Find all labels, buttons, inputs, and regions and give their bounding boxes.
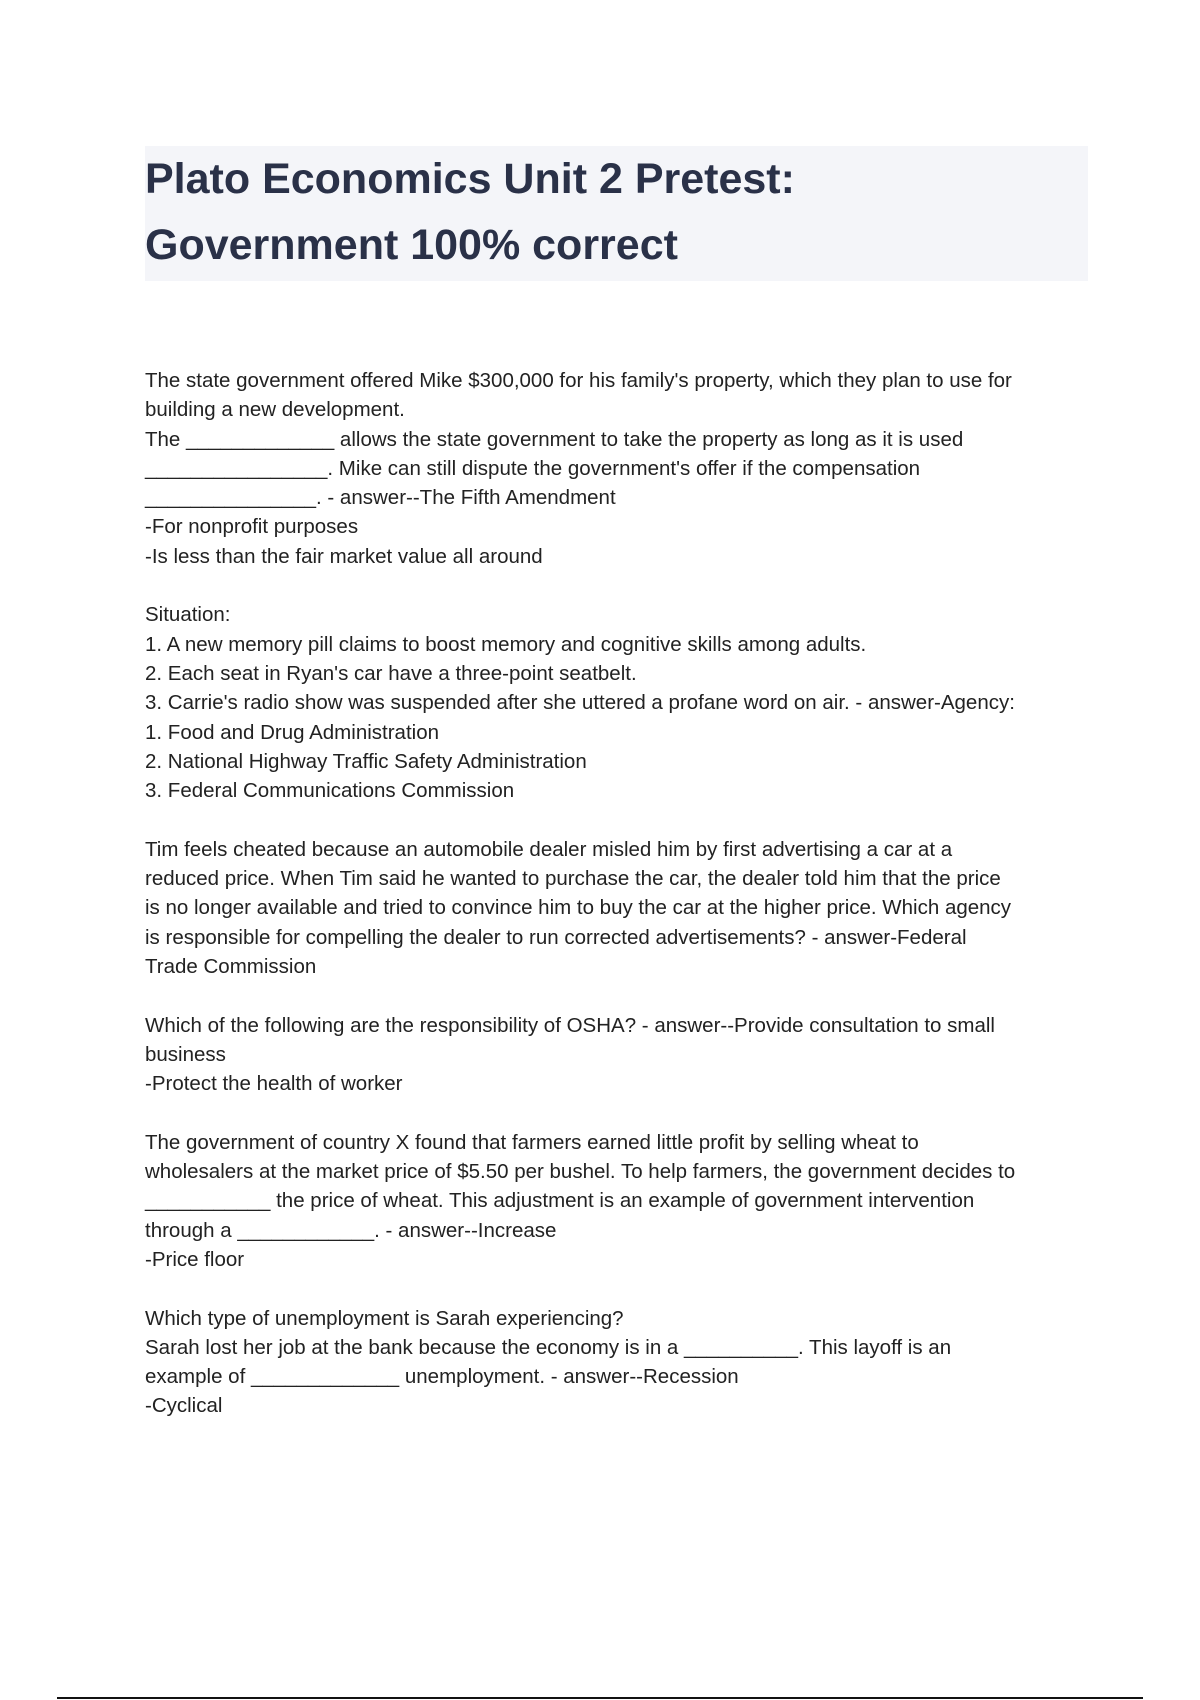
footer-divider <box>57 1697 1143 1699</box>
text-line: through a ____________. - answer--Increase <box>145 1218 557 1242</box>
text-line: Situation: <box>145 603 231 627</box>
document-title <box>145 146 1088 278</box>
text-line: _______________. - answer--The Fifth Amendment <box>145 486 616 510</box>
title-box <box>145 146 1088 281</box>
text-line: -Is less than the fair market value all around <box>145 544 543 568</box>
text-line: The _____________ allows the state government to take the property as long as it is used <box>145 427 964 451</box>
text-line: business <box>145 1042 226 1066</box>
text-line: The government of country X found that farmers earned little profit by selling wheat to <box>145 1130 919 1154</box>
question-ftc <box>145 835 1095 981</box>
text-line: Sarah lost her job at the bank because the economy is in a __________. This layoff is an <box>145 1335 952 1359</box>
question-agencies <box>145 600 1095 805</box>
text-line: 2. Each seat in Ryan's car have a three-point seatbelt. <box>145 661 637 685</box>
title-line: Plato Economics Unit 2 Pretest: <box>145 155 795 203</box>
text-line: 3. Federal Communications Commission <box>145 779 515 803</box>
text-line: Which type of unemployment is Sarah experiencing? <box>145 1306 624 1330</box>
text-line: 1. A new memory pill claims to boost memory and cognitive skills among adults. <box>145 632 867 656</box>
document-body <box>145 366 1095 1450</box>
question-eminent-domain <box>145 366 1095 571</box>
text-line: reduced price. When Tim said he wanted to purchase the car, the dealer told him that the price <box>145 867 1001 891</box>
title-line: Government 100% correct <box>145 221 678 269</box>
text-line: 2. National Highway Traffic Safety Administration <box>145 749 587 773</box>
text-line: Which of the following are the responsibility of OSHA? - answer--Provide consultation to small <box>145 1013 995 1037</box>
text-line: ___________ the price of wheat. This adjustment is an example of government intervention <box>145 1189 975 1213</box>
text-line: is no longer available and tried to convince him to buy the car at the higher price. Which agency <box>145 896 1012 920</box>
text-line: example of _____________ unemployment. - answer--Recession <box>145 1365 739 1389</box>
question-osha <box>145 1011 1095 1099</box>
text-line: -Protect the health of worker <box>145 1072 403 1096</box>
text-line: 3. Carrie's radio show was suspended after she uttered a profane word on air. - answer-Agency: <box>145 691 1015 715</box>
text-line: Trade Commission <box>145 954 317 978</box>
text-line: -Price floor <box>145 1247 245 1271</box>
text-line: ________________. Mike can still dispute the government's offer if the compensation <box>145 456 921 480</box>
text-line: -Cyclical <box>145 1394 223 1418</box>
text-line: building a new development. <box>145 398 405 422</box>
question-price-floor <box>145 1128 1095 1274</box>
text-line: -For nonprofit purposes <box>145 515 359 539</box>
text-line: is responsible for compelling the dealer to run corrected advertisements? - answer-Federal <box>145 925 967 949</box>
text-line: 1. Food and Drug Administration <box>145 720 439 744</box>
question-unemployment <box>145 1304 1095 1421</box>
text-line: The state government offered Mike $300,000 for his family's property, which they plan to use for <box>145 369 1012 392</box>
text-line: Tim feels cheated because an automobile dealer misled him by first advertising a car at a <box>145 837 953 861</box>
text-line: wholesalers at the market price of $5.50 per bushel. To help farmers, the government decides to <box>145 1160 1016 1184</box>
